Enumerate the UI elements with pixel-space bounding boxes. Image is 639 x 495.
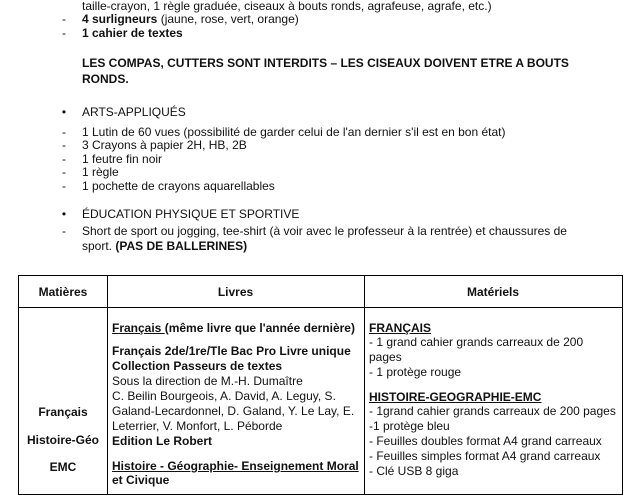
- eps-plain: sport.: [82, 239, 116, 253]
- materiel-hg-heading: HISTOIRE-GEOGRAPHIE-EMC: [369, 390, 542, 404]
- dash-bullet: -: [62, 224, 66, 238]
- materiel-item: - Feuilles simples format A4 grand carreaux: [369, 449, 601, 463]
- book-authors: Galand-Lecardonnel, D. Galand, Y. Le Lay, E.: [112, 404, 355, 418]
- arts-item: 3 Crayons à papier 2H, HB, 2B: [82, 138, 247, 152]
- materiel-item: - Clé USB 8 giga: [369, 464, 459, 478]
- dash-bullet: -: [62, 138, 66, 152]
- warning-line-1: LES COMPAS, CUTTERS SONT INTERDITS – LES CISEAUX DOIVENT ETRE A BOUTS: [82, 56, 569, 70]
- arts-title: ARTS-APPLIQUÉS: [82, 105, 186, 119]
- livre-hg-title-2: et Civique: [112, 473, 170, 487]
- bullet-icon: •: [61, 105, 67, 119]
- materiel-item: - Feuilles doubles format A4 grand carreaux: [369, 434, 602, 448]
- eps-line-1: Short de sport ou jogging, tee-shirt (à voir avec le professeur à la rentrée) et chaussures de: [82, 224, 567, 238]
- bullet-icon: •: [61, 207, 67, 221]
- dash-bullet: -: [62, 152, 66, 166]
- list-item-surligneurs: [82, 12, 299, 26]
- dash-bullet: -: [62, 125, 66, 139]
- dash-bullet: -: [62, 12, 66, 26]
- row-divider: [19, 307, 622, 308]
- livre-francais-heading: [112, 321, 355, 335]
- header-materiels: Matériels: [466, 285, 520, 299]
- livre-fr-title: Français: [112, 321, 165, 335]
- column-divider: [364, 276, 365, 494]
- materiel-item: - 1grand cahier grands carreaux de 200 pages: [369, 404, 616, 418]
- warning-line-2: RONDS.: [82, 72, 129, 86]
- arts-item: 1 règle: [82, 165, 119, 179]
- materiel-item: - 1 protège rouge: [369, 365, 462, 379]
- book-authors: Leterrier, V. Monfort, L. Péborde: [112, 419, 283, 433]
- list-item-cahier: 1 cahier de textes: [82, 26, 183, 40]
- subject-histoire-geo: Histoire-Géo: [26, 433, 99, 447]
- item-bold: 4 surligneurs: [82, 12, 158, 26]
- book-edition: Edition Le Robert: [112, 434, 212, 448]
- book-title-2: Collection Passeurs de textes: [112, 359, 283, 373]
- eps-bold: (PAS DE BALLERINES): [115, 239, 248, 253]
- subject-emc: EMC: [49, 460, 77, 474]
- materiel-item: - 1 grand cahier grands carreaux de 200: [369, 335, 584, 349]
- arts-item: 1 Lutin de 60 vues (possibilité de garder celui de l'an dernier s'il est en bon état): [82, 125, 506, 139]
- book-title-1: Français 2de/1re/Tle Bac Pro Livre unique: [112, 344, 351, 358]
- arts-item: 1 feutre fin noir: [82, 152, 163, 166]
- dash-bullet: -: [62, 179, 66, 193]
- dash-bullet: -: [62, 26, 66, 40]
- livre-fr-note: (même livre que l'année dernière): [164, 321, 355, 335]
- livre-hg-title: Histoire - Géographie- Enseignement Moral: [112, 459, 359, 473]
- arts-item: 1 pochette de crayons aquarellables: [82, 179, 275, 193]
- materiel-item: -1 protège bleu: [369, 419, 450, 433]
- column-divider: [107, 276, 108, 494]
- book-authors: C. Beilin Bourgeois, A. David, A. Leguy, S.: [112, 389, 336, 403]
- materiel-item: pages: [369, 350, 402, 364]
- subject-francais: Français: [38, 405, 88, 419]
- list-item-partial: taille-crayon, 1 règle graduée, ciseaux à bouts ronds, agrafeuse, agrafe, etc.): [82, 0, 492, 13]
- header-livres: Livres: [217, 285, 254, 299]
- dash-bullet: -: [62, 165, 66, 179]
- eps-line-2: [82, 239, 247, 253]
- item-rest: (jaune, rose, vert, orange): [157, 12, 299, 26]
- book-authors: Sous la direction de M.-H. Dumaître: [112, 374, 303, 388]
- eps-title: ÉDUCATION PHYSIQUE ET SPORTIVE: [82, 207, 300, 221]
- materiel-francais-heading: FRANÇAIS: [369, 321, 431, 335]
- header-matieres: Matières: [38, 285, 88, 299]
- supplies-table: [18, 275, 623, 495]
